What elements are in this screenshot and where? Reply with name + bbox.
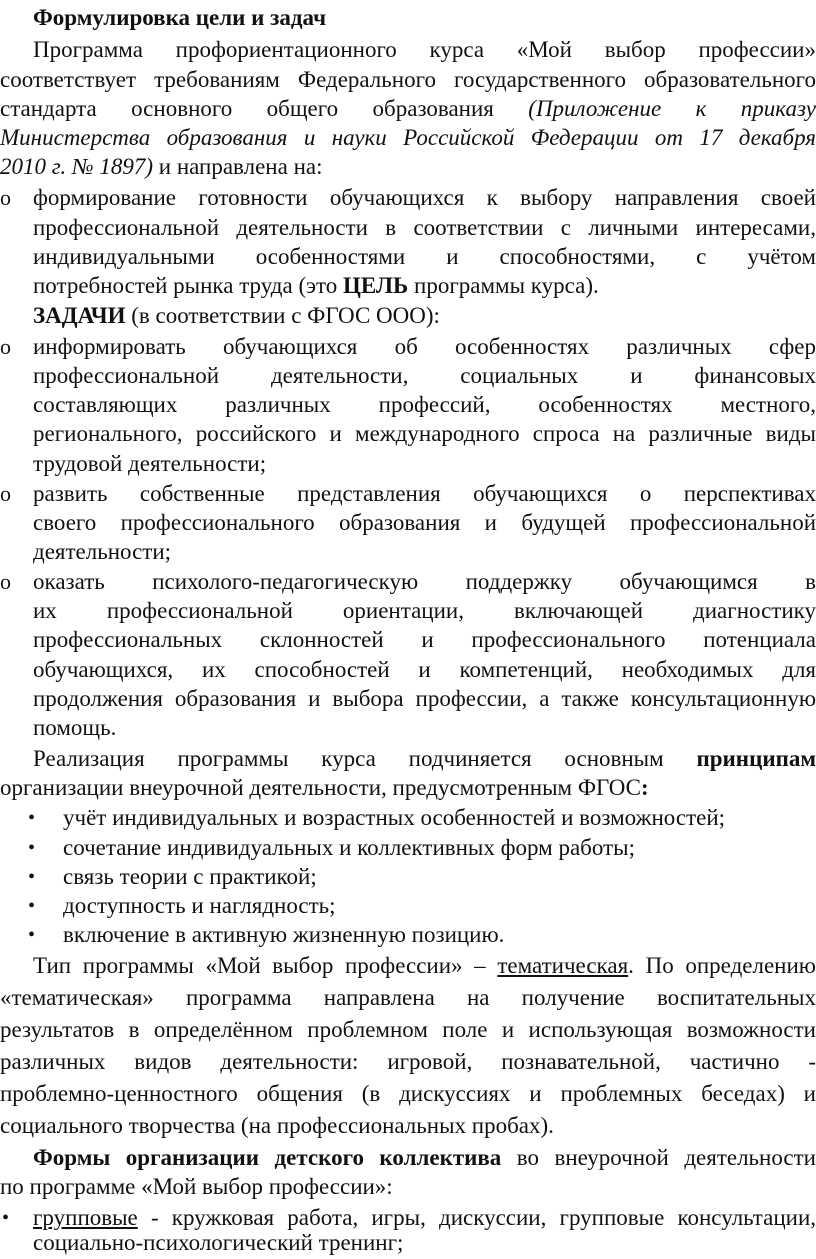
bullet-text: сочетание индивидуальных и коллективных форм работы; [63, 835, 635, 860]
list-marker-icon: o [0, 334, 11, 359]
bullet-icon: • [28, 807, 36, 829]
list-item-text: обучающихся, их способностей и компетенций, необходимых для [33, 657, 816, 682]
list-item-text: составляющих различных профессий, особенностях местного, [33, 392, 816, 417]
list-item-text: помощь. [33, 715, 117, 740]
list-item-text: информировать обучающихся об особенностях различных сфер [33, 334, 816, 359]
underlined-text: групповые [33, 1205, 138, 1230]
paragraph-line: социального творчества (на профессиональных пробах). [0, 1113, 554, 1138]
paragraph-line [0, 152, 816, 182]
text: и направлена на: [153, 154, 323, 179]
bullet-icon: • [28, 924, 36, 946]
text: Тип программы «Мой выбор профессии» – [33, 953, 498, 978]
paragraph-line [33, 744, 816, 774]
bullet-text: социально-психологический тренинг; [33, 1230, 404, 1255]
text: - кружковая работа, игры, дискуссии, групповые консультации, [137, 1205, 816, 1230]
list-item-text: трудовой деятельности; [33, 451, 267, 476]
bullet-item [0, 862, 816, 892]
text: во внеурочной деятельности [501, 1145, 816, 1170]
bold-text: : [640, 775, 649, 800]
paragraph-line [33, 301, 816, 331]
text: Реализация программы курса подчиняется основным [33, 746, 697, 771]
paragraph-line: проблемно-ценностного общения (в дискуссиях и проблемных беседах) и [0, 1081, 816, 1106]
bullet-item [0, 833, 816, 863]
list-item [0, 183, 816, 213]
text: (в соответствии с ФГОС ООО): [125, 303, 440, 328]
bullet-icon: • [28, 837, 36, 859]
paragraph-line: «тематическая» программа направлена на получение воспитательных [0, 985, 816, 1010]
list-item [0, 479, 816, 509]
list-marker-icon: o [0, 569, 11, 594]
paragraph-line [0, 773, 816, 803]
list-marker-icon: o [0, 185, 11, 210]
bold-text: ЦЕЛЬ [342, 273, 409, 298]
bullet-icon: • [28, 895, 36, 917]
text: организации внеурочной деятельности, предусмотренным ФГОС [0, 775, 641, 800]
bullet-item [0, 891, 816, 921]
list-item-text: формирование готовности обучающихся к выбору направления своей [33, 185, 816, 210]
bold-text: Формы организации детского коллектива [33, 1145, 502, 1170]
italic-text: Министерства образования и науки Российской Федерации от 17 декабря [0, 125, 816, 150]
paragraph-line: различных видов деятельности: игровой, познавательной, частично - [0, 1049, 816, 1074]
paragraph-line [33, 1143, 816, 1173]
list-item-text [33, 271, 816, 301]
bullet-text: включение в активную жизненную позицию. [63, 922, 505, 947]
list-item-text: профессиональной деятельности в соответствии с личными интересами, [33, 215, 816, 240]
list-item-text: оказать психолого-педагогическую поддержку обучающимся в [33, 569, 816, 594]
bullet-text: учёт индивидуальных и возрастных особенностей и возможностей; [63, 805, 726, 830]
list-item-text: деятельности; [33, 539, 172, 564]
text: потребностей рынка труда (это [33, 273, 343, 298]
list-item-text: продолжения образования и выбора профессии, а также консультационную [33, 686, 816, 711]
underlined-text: тематическая [497, 953, 629, 978]
list-item-text: индивидуальными особенностями и способностями, с учётом [33, 244, 816, 269]
italic-text: 2010 г. № 1897) [0, 154, 154, 179]
list-item-text: своего профессионального образования и будущей профессиональной [33, 510, 816, 535]
list-item-text: их профессиональной ориентации, включающей диагностику [33, 598, 816, 623]
section-heading: Формулировка цели и задач [33, 5, 327, 30]
paragraph-line [0, 123, 816, 153]
list-item-text: профессиональной деятельности, социальных и финансовых [33, 363, 816, 388]
list-marker-icon: o [0, 481, 11, 506]
italic-text: (Приложение к приказу [528, 96, 816, 121]
paragraph-line [0, 65, 816, 95]
text: соответствует требованиям Федерального государственного образовательного [0, 67, 816, 92]
bullet-text: доступность и наглядность; [63, 893, 336, 918]
paragraph-line: результатов в определённом проблемном поле и использующая возможности [0, 1017, 816, 1042]
list-item-text: регионального, российского и международного спроса на различные виды [33, 421, 816, 446]
paragraph-line: по программе «Мой выбор профессии»: [0, 1174, 393, 1199]
text: программы курса). [408, 273, 599, 298]
bullet-icon: • [28, 866, 36, 888]
bold-text: принципам [696, 746, 816, 771]
text: . По определению [628, 953, 816, 978]
list-item-text: развить собственные представления обучающихся о перспективах [33, 481, 816, 506]
text: стандарта основного общего образования [0, 96, 494, 121]
list-item-text: профессиональных склонностей и профессионального потенциала [33, 627, 816, 652]
bullet-item [0, 920, 816, 950]
paragraph-line [33, 951, 816, 981]
bullet-text: связь теории с практикой; [63, 864, 317, 889]
paragraph-line [33, 35, 816, 65]
list-item [0, 332, 816, 362]
list-item [0, 567, 816, 597]
bold-text: ЗАДАЧИ [33, 303, 126, 328]
paragraph-line [0, 94, 816, 124]
bullet-item [0, 803, 816, 833]
text: Программа профориентационного курса «Мой выбор профессии» [33, 37, 816, 62]
bullet-icon: • [2, 1207, 10, 1229]
